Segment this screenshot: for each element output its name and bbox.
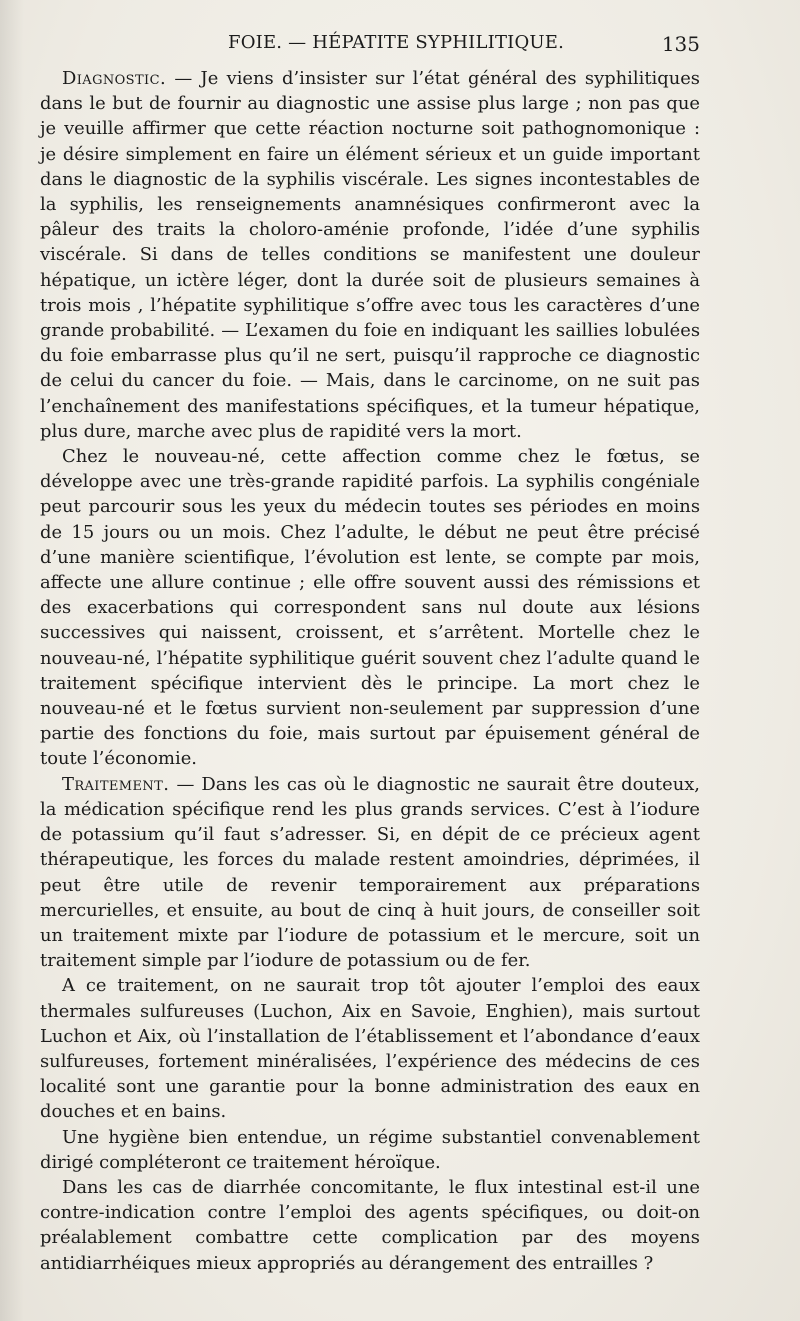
paragraph-text: — Je viens d’insister sur l’état général des syphilitiques dans le but de fournir au diagnostic une assise plus large ; non pas que je veuille affirmer que cette réaction nocturne soit pathognomonique : je désire simplement en faire un élément sérieux et un guide important dans le diagnostic de la syphilis viscérale. Les signes incontestables de la syphilis, les renseignements anamnésiques confirmeront avec la pâleur des traits la choloro-aménie profonde, l’idée d’une syphilis viscérale. Si dans de telles conditions se manifestent une douleur hépatique, un ictère léger, dont la durée soit de plusieurs semaines à trois mois , l’hépatite syphilitique s’offre avec tous les caractères d’une grande probabilité. — L’examen du foie en indiquant les saillies lobulées du foie embarrasse plus qu’il ne sert, puisqu’il rapproche ce diagnostic de celui du cancer du foie. — Mais, dans le carcinome, on ne suit pas l’enchaînement des manifestations spécifiques, et la tumeur hépatique, plus dure, marche avec plus de rapidité vers la mort. (40, 68, 700, 442)
paragraph-traitement (40, 772, 700, 974)
paragraph-text: Chez le nouveau-né, cette affection comme chez le fœtus, se développe avec une très-grande rapidité parfois. La syphilis congéniale peut parcourir sous les yeux du médecin toutes ses périodes en moins de 15 jours ou un mois. Chez l’adulte, le début ne peut être précisé d’une manière scientifique, l’évolution est lente, se compte par mois, affecte une allure continue ; elle offre souvent aussi des rémissions et des exacerbations qui correspondent sans nul doute aux lésions successives qui naissent, croissent, et s’arrêtent. Mortelle chez le nouveau-né, l’hépatite syphilitique guérit souvent chez l’adulte quand le traitement spécifique intervient dès le principe. La mort chez le nouveau-né et le fœtus survient non-seulement par suppression d’une partie des fonctions du foie, mais surtout par épuisement général de toute l’économie. (40, 446, 700, 770)
page-gutter-shadow (0, 0, 24, 1321)
paragraph-text: Une hygiène bien entendue, un régime substantiel convenablement dirigé compléteront ce traitement héroïque. (40, 1126, 700, 1173)
paragraph-diarrhee (40, 1175, 700, 1276)
paragraph-text: Dans les cas de diarrhée concomitante, le flux intestinal est-il une contre-indication contre l’emploi des agents spécifiques, ou doit-on préalablement combattre cette complication par des moyens antidiarrhéiques mieux appropriés au dérangement des entrailles ? (40, 1176, 700, 1274)
paragraph-hygiene (40, 1125, 700, 1175)
paragraph-text: A ce traitement, on ne saurait trop tôt ajouter l’emploi des eaux thermales sulfureuses (Luchon, Aix en Savoie, Enghien), mais surtout Luchon et Aix, où l’installation de l’établissement et l’abondance d’eaux sulfureuses, fortement minéralisées, l’expérience des médecins de ces localité sont une garantie pour la bonne administration des eaux en douches et en bains. (40, 975, 700, 1123)
running-head: FOIE. — HÉPATITE SYPHILITIQUE. (228, 32, 565, 53)
paragraph-eaux-thermales (40, 973, 700, 1124)
paragraph-nouveau-ne (40, 444, 700, 772)
page-number: 135 (661, 32, 700, 56)
section-label-diagnostic: Diagnostic. (62, 68, 167, 89)
paragraph-text: — Dans les cas où le diagnostic ne saurait être douteux, la médication spécifique rend les plus grands services. C’est à l’iodure de potassium qu’il faut s’adresser. Si, en dépit de ce précieux agent thérapeutique, les forces du malade restent amoindries, déprimées, il peut être utile de revenir temporairement aux préparations mercurielles, et ensuite, au bout de cinq à huit jours, de conseiller soit un traitement mixte par l’iodure de potassium et le mercure, soit un traitement simple par l’iodure de potassium ou de fer. (40, 773, 700, 972)
section-label-traitement: Traitement. (62, 773, 170, 795)
page-header (40, 32, 700, 60)
paragraph-diagnostic (40, 66, 700, 444)
body-text (40, 66, 700, 1276)
